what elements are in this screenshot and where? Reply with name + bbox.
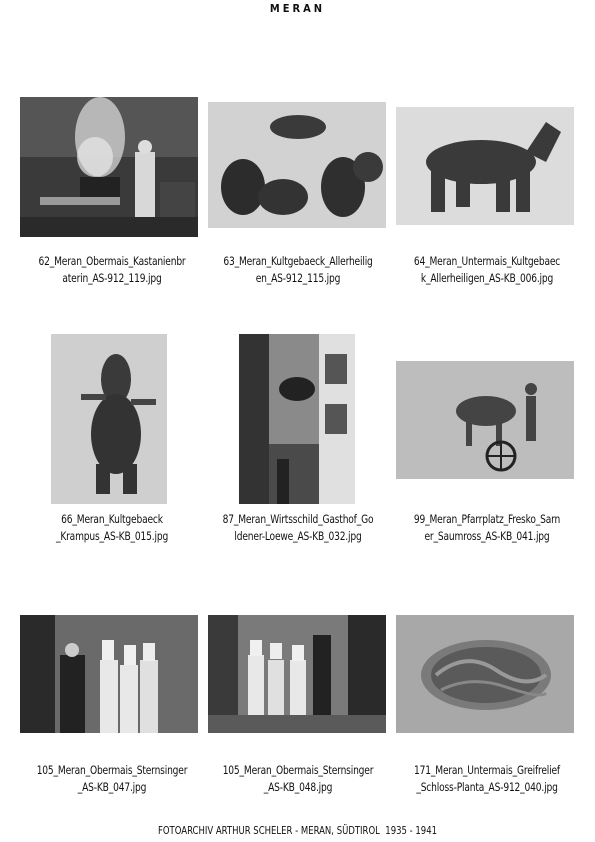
photo-caption: 66_Meran_Kultgebaeck _Krampus_AS-KB_015.jpg bbox=[55, 512, 169, 543]
footer-archive-name: FOTOARCHIV ARTHUR SCHELER - MERAN, SÜDTIROL bbox=[157, 825, 380, 837]
photo-caption: 63_Meran_Kultgebaeck_Allerheilig en_AS-912_115.jpg bbox=[223, 254, 373, 285]
photo-caption: 171_Meran_Untermais_Greifrelief _Schloss-Planta_AS-912_040.jpg bbox=[414, 763, 560, 794]
photo-griffin-relief[interactable] bbox=[396, 615, 574, 733]
footer-years: 1935 - 1941 bbox=[385, 825, 438, 837]
photo-caption: 99_Meran_Pfarrplatz_Fresko_Sarn er_Saumross_AS-KB_041.jpg bbox=[413, 512, 561, 543]
photo-fresco-pack-horse[interactable] bbox=[396, 361, 574, 479]
photo-horse-pastry[interactable] bbox=[396, 107, 574, 225]
photo-star-singers-2[interactable] bbox=[208, 615, 386, 733]
photo-inn-sign[interactable] bbox=[239, 334, 355, 504]
footer-credit bbox=[30, 825, 566, 837]
photo-chestnut-seller[interactable] bbox=[20, 97, 198, 237]
photo-star-singers-1[interactable] bbox=[20, 615, 198, 733]
photo-krampus-pastry[interactable] bbox=[51, 334, 167, 504]
photo-caption: 62_Meran_Obermais_Kastanienbr aterin_AS-912_119.jpg bbox=[38, 254, 186, 285]
photo-caption: 87_Meran_Wirtsschild_Gasthof_Go ldener-Loewe_AS-KB_032.jpg bbox=[222, 512, 374, 543]
photo-caption: 105_Meran_Obermais_Sternsinger _AS-KB_048.jpg bbox=[222, 763, 374, 794]
page-title: MERAN bbox=[269, 2, 326, 15]
photo-cult-pastries[interactable] bbox=[208, 102, 386, 228]
photo-caption: 105_Meran_Obermais_Sternsinger _AS-KB_047.jpg bbox=[36, 763, 188, 794]
photo-caption: 64_Meran_Untermais_Kultgebaec k_Allerheiligen_AS-KB_006.jpg bbox=[413, 254, 561, 285]
